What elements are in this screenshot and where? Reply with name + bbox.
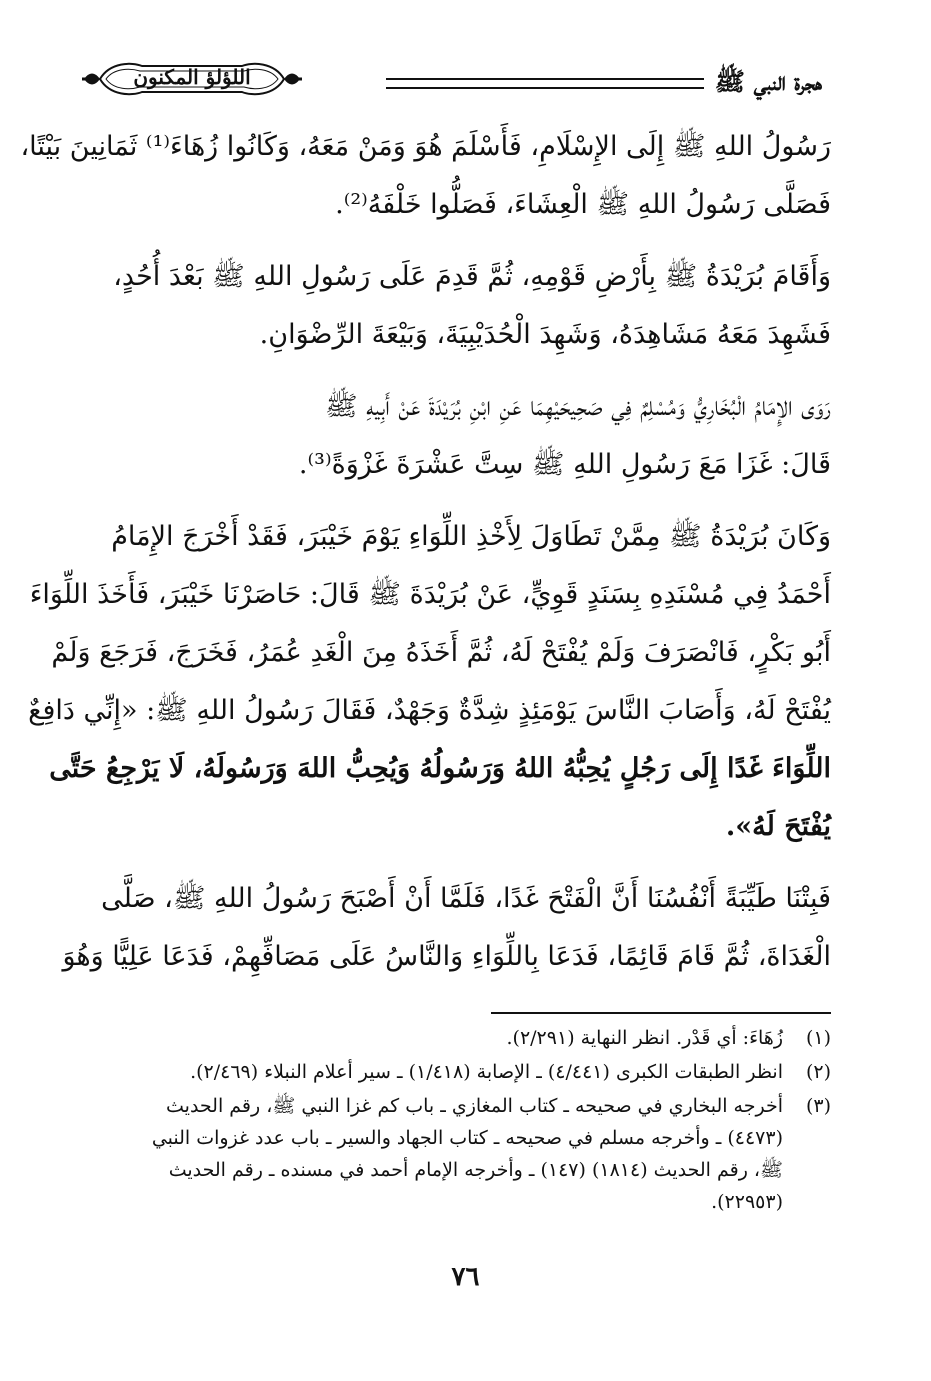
header-rule bbox=[386, 78, 704, 89]
footnote bbox=[101, 1090, 831, 1218]
text-line: أَحْمَدُ فِي مُسْنَدِهِ بِسَنَدٍ قَوِيٍّ، عَنْ بُرَيْدَةَ ﷺ قَالَ: حَاصَرْنَا خَيْبَرَ، فَأَخَذَ اللِّوَاءَ bbox=[29, 579, 831, 610]
text-line: قَالَ: غَزَا مَعَ رَسُولِ اللهِ ﷺ سِتَّ عَشْرَةَ غَزْوَةً⁽³⁾. bbox=[298, 449, 831, 480]
paragraph bbox=[62, 870, 831, 986]
paragraph bbox=[20, 118, 831, 234]
text-line: رَسُولُ اللهِ ﷺ إِلَى الإِسْلَامِ، فَأَسْلَمَ هُوَ وَمَنْ مَعَهُ، وَكَانُوا زُهَاءَ⁽¹⁾ ثَمَانِينَ بَيْتًا، bbox=[20, 131, 831, 162]
text-line: فَصَلَّى رَسُولُ اللهِ ﷺ الْعِشَاءَ، فَصَلُّوا خَلْفَهُ⁽²⁾. bbox=[335, 189, 831, 220]
footnote-line: (٢٢٩٥٣). bbox=[711, 1191, 783, 1213]
book-title-cartouche bbox=[82, 58, 302, 100]
text-line: يُفْتَحْ لَهُ، وَأَصَابَ النَّاسَ يَوْمَئِذٍ شِدَّةٌ وَجَهْدٌ، فَقَالَ رَسُولُ اللهِ ﷺ: «إِنِّي دَافِعٌ bbox=[28, 695, 831, 726]
paragraph bbox=[101, 378, 831, 494]
footnotes bbox=[101, 1022, 831, 1220]
book-title: اللؤلؤ المكنون bbox=[133, 65, 251, 89]
footnote-line: انظر الطبقات الكبرى (٤/٤٤١) ـ الإصابة (١/٤١٨) ـ سير أعلام النبلاء (٢/٤٦٩). bbox=[190, 1061, 783, 1083]
page-header bbox=[82, 56, 822, 106]
hadith-line: يُفْتَحَ لَهُ». bbox=[725, 811, 831, 842]
paragraph bbox=[28, 508, 831, 856]
main-text bbox=[20, 118, 831, 1000]
text-line: رَوَى الإِمَامُ الْبُخَارِيُّ وَمُسْلِمٌ فِي صَحِيحَيْهِمَا عَنِ ابْنِ بُرَيْدَةَ عَنْ أَبِيهِ ﷺ bbox=[325, 391, 831, 422]
footnote-number: (١) bbox=[805, 1027, 831, 1049]
footnote-line: (٤٤٧٣) ـ وأخرجه مسلم في صحيحه ـ كتاب الجهاد والسير ـ باب عدد غزوات النبي bbox=[151, 1127, 783, 1149]
text-line: فَشَهِدَ مَعَهُ مَشَاهِدَهُ، وَشَهِدَ الْحُدَيْبِيَةَ، وَبَيْعَةَ الرِّضْوَانِ. bbox=[259, 319, 831, 350]
page-number: ٧٦ bbox=[451, 1262, 480, 1292]
footnote-line: زُهَاءَ: أي قَدْر. انظر النهاية (٢/٢٩١). bbox=[506, 1027, 783, 1049]
footnote-number: (٣) bbox=[805, 1095, 831, 1117]
footnote-line: أخرجه البخاري في صحيحه ـ كتاب المغازي ـ باب كم غزا النبي ﷺ، رقم الحديث bbox=[166, 1095, 783, 1117]
text-line: فَبِتْنَا طَيِّبَةً أَنْفُسُنَا أَنَّ الْفَتْحَ غَدًا، فَلَمَّا أَنْ أَصْبَحَ رَسُولُ اللهِ ﷺ، صَلَّى bbox=[101, 883, 831, 914]
hadith-line: اللِّوَاءَ غَدًا إِلَى رَجُلٍ يُحِبُّهُ اللهُ وَرَسُولُهُ وَيُحِبُّ اللهَ وَرَسُولَهُ، لَا يَرْجِعُ حَتَّى bbox=[49, 753, 831, 784]
footnote bbox=[101, 1022, 831, 1054]
footnote bbox=[101, 1056, 831, 1088]
chapter-title: هجرة النبي ﷺ bbox=[714, 67, 822, 96]
paragraph bbox=[101, 248, 831, 364]
footnote-divider bbox=[491, 1012, 831, 1014]
text-line: وَأَقَامَ بُرَيْدَةُ ﷺ بِأَرْضِ قَوْمِهِ، ثُمَّ قَدِمَ عَلَى رَسُولِ اللهِ ﷺ بَعْدَ أُحُدٍ، bbox=[113, 261, 831, 292]
text-line: وَكَانَ بُرَيْدَةُ ﷺ مِمَّنْ تَطَاوَلَ لِأَخْذِ اللِّوَاءِ يَوْمَ خَيْبَرَ، فَقَدْ أَخْرَجَ الإِمَامُ bbox=[111, 521, 831, 552]
footnote-line: ﷺ، رقم الحديث (١٨١٤) (١٤٧) ـ وأخرجه الإمام أحمد في مسنده ـ رقم الحديث bbox=[168, 1159, 783, 1181]
text-line: الْغَدَاةَ، ثُمَّ قَامَ قَائِمًا، فَدَعَا بِاللِّوَاءِ وَالنَّاسُ عَلَى مَصَافِّهِمْ، فَدَعَا عَلِيًّا وَهُوَ bbox=[62, 941, 831, 972]
text-line: أَبُو بَكْرٍ، فَانْصَرَفَ وَلَمْ يُفْتَحْ لَهُ، ثُمَّ أَخَذَهُ مِنَ الْغَدِ عُمَرُ، فَخَرَجَ، فَرَجَعَ وَلَمْ bbox=[51, 637, 831, 668]
footnote-number: (٢) bbox=[805, 1061, 831, 1083]
